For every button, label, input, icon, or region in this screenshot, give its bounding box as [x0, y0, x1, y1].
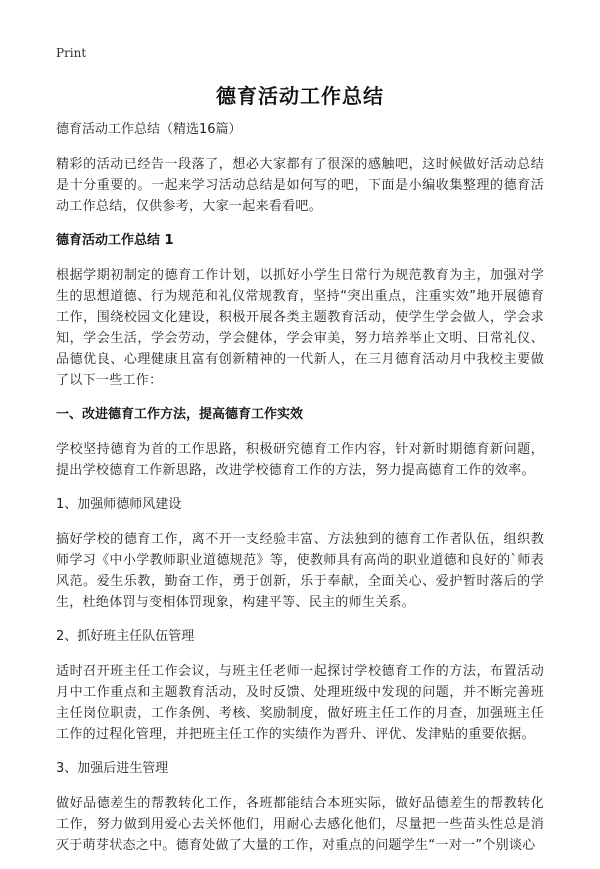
improve-methods-paragraph: 学校坚持德育为首的工作思路，积极研究德育工作内容，针对新时期德育新问题，提出学校德育工作新思路，改进学校德育工作的方法，努力提高德育工作的效率。: [56, 442, 544, 478]
item-2-heading: 2、抓好班主任队伍管理: [56, 629, 195, 644]
intro-paragraph: 精彩的活动已经告一段落了，想必大家都有了很深的感触吧，这时候做好活动总结是十分重要的。一起来学习活动总结是如何写的吧，下面是小编收集整理的德育活动工作总结，仅供参考，大家一起来看看吧。: [56, 157, 544, 214]
section-heading-1: 德育活动工作总结 1: [56, 233, 174, 248]
section-1-paragraph: 根据学期初制定的德育工作计划，以抓好小学生日常行为规范教育为主，加强对学生的思想道德、行为规范和礼仪常规教育，坚持“突出重点，注重实效”地开展德育工作，围绕校园文化建设，积极开展各类主题教育活动，使学生学会做人，学会求知，学会生活，学会劳动，学会健体，学会审美，努力培养举止文明、日常礼仪、品德优良、心理健康且富有创新精神的一代新人，在三月德育活动月中我校主要做了以下一些工作：: [56, 268, 544, 388]
document-subtitle: 德育活动工作总结（精选16篇）: [56, 122, 242, 137]
print-label[interactable]: Print: [56, 46, 87, 60]
heading-improve-methods: 一、改进德育工作方法，提高德育工作实效: [56, 407, 304, 422]
document-body: [56, 120, 544, 869]
item-3-paragraph: 做好品德差生的帮教转化工作，各班都能结合本班实际，做好品德差生的帮教转化工作，努力做到用爱心去关怀他们，用耐心去感化他们，尽量把一些苗头性总是消灭于萌芽状态之中。德育处做了大量的工作，对重点的问题学生“一对一”个别谈心: [56, 796, 544, 853]
item-1-paragraph: 搞好学校的德育工作，离不开一支经验丰富、方法独到的德育工作者队伍，组织教师学习《中小学教师职业道德规范》等，使教师具有高尚的职业道德和良好的`师表风范。爱生乐教，勤奋工作，勇于创新，乐于奉献，全面关心、爱护暂时落后的学生，杜绝体罚与变相体罚现象，构建平等、民主的师生关系。: [56, 532, 544, 610]
item-3-heading: 3、加强后进生管理: [56, 761, 169, 776]
item-1-heading: 1、加强师德师风建设: [56, 497, 182, 512]
page-title: 德育活动工作总结: [216, 84, 384, 108]
item-2-paragraph: 适时召开班主任工作会议，与班主任老师一起探讨学校德育工作的方法，布置活动月中工作重点和主题教育活动，及时反馈、处理班级中发现的问题，并不断完善班主任岗位职责，工作条例、考核、奖励制度，做好班主任工作的月查，加强班主任工作的过程化管理，并把班主任工作的实绩作为晋升、评优、发津贴的重要依据。: [56, 664, 544, 742]
